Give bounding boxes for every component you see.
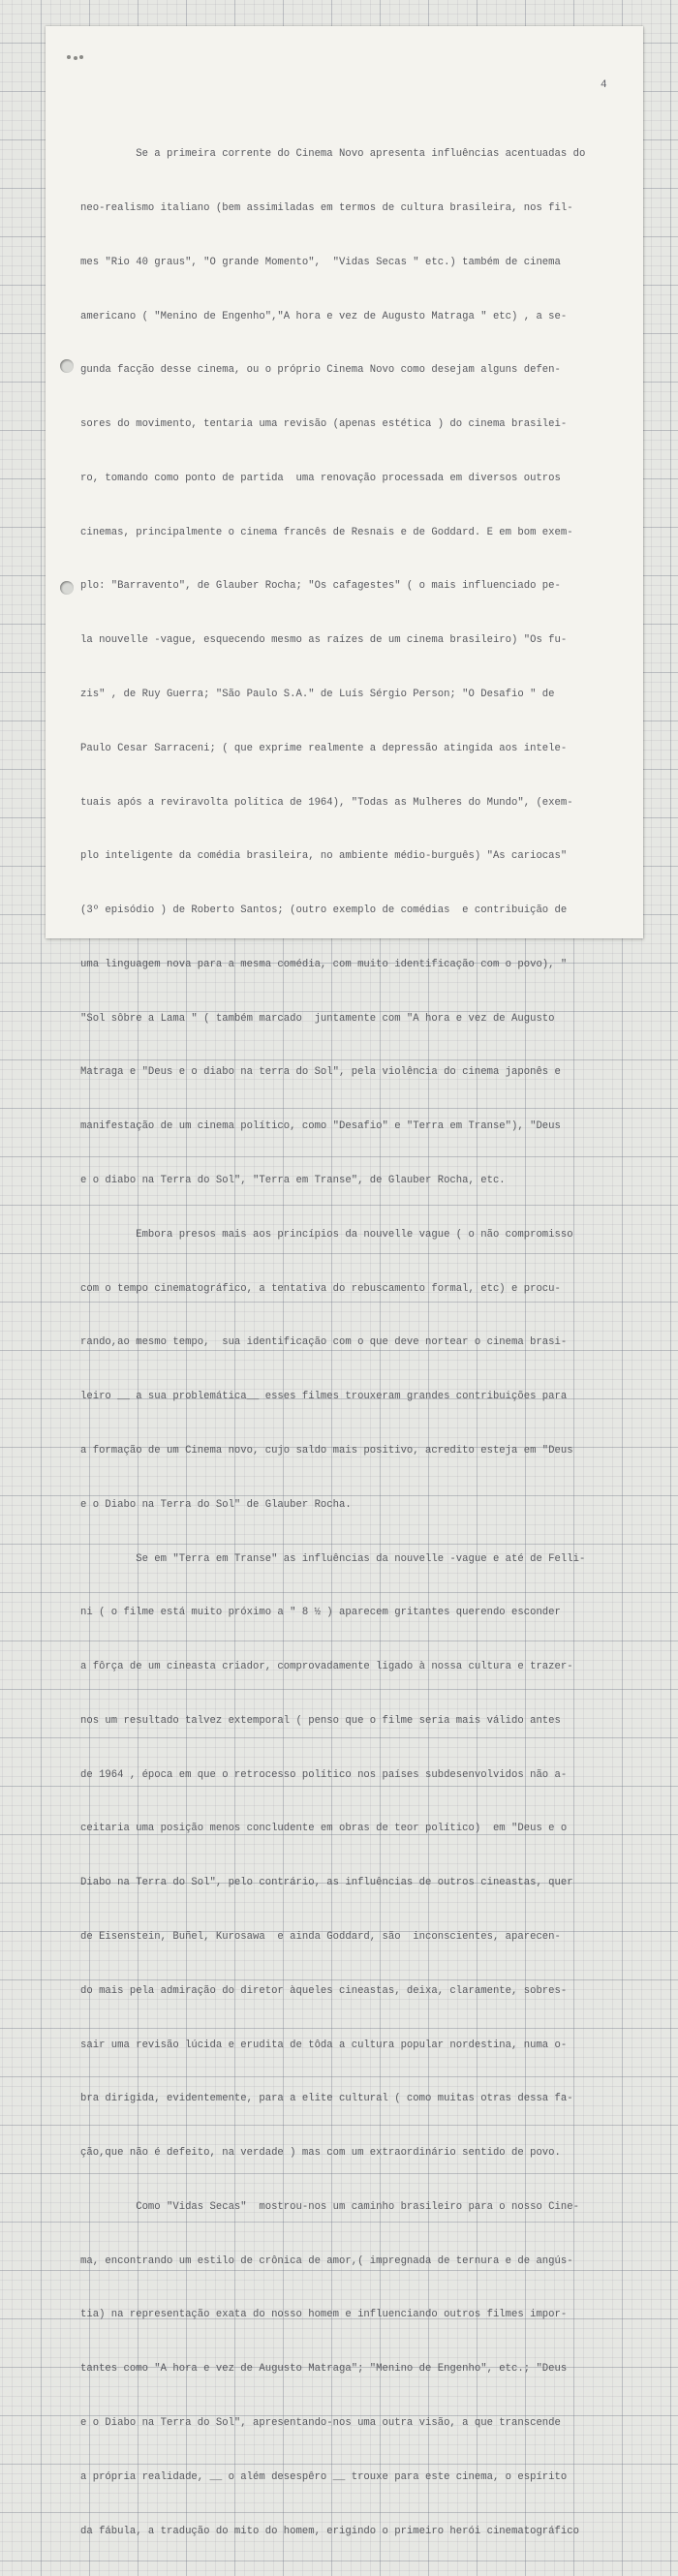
pencil-mark bbox=[67, 55, 84, 59]
text-line: americano ( "Menino de Engenho","A hora e vez de Augusto Matraga " etc) , a se- bbox=[80, 310, 568, 322]
text-line: uma linguagem nova para a mesma comédia, com muito identificação com o povo), " bbox=[80, 958, 568, 970]
text-line: a própria realidade, __ o além desespêro __ trouxe para este cinema, o espírito bbox=[80, 2470, 568, 2483]
text-line: da fábula, a tradução do mito do homem, erigindo o primeiro herói cinematográfico bbox=[80, 2525, 579, 2537]
page-number: 4 bbox=[601, 79, 607, 91]
text-line: de 1964 , época em que o retrocesso político nos países subdesenvolvidos não a- bbox=[80, 1768, 568, 1781]
text-line: "Sol sôbre a Lama " ( também marcado juntamente com "A hora e vez de Augusto bbox=[80, 1012, 555, 1025]
text-line: leiro __ a sua problemática__ esses filmes trouxeram grandes contribuições para bbox=[80, 1391, 568, 1403]
punch-hole-icon bbox=[60, 359, 74, 373]
text-line: plo: "Barravento", de Glauber Rocha; "Os cafagestes" ( o mais influenciado pe- bbox=[80, 580, 561, 593]
text-line: tantes como "A hora e vez de Augusto Matraga"; "Menino de Engenho", etc.; "Deus bbox=[80, 2363, 568, 2376]
text-line: plo inteligente da comédia brasileira, no ambiente médio-burguês) "As cariocas" bbox=[80, 850, 568, 863]
text-line: e o Diabo na Terra do Sol" de Glauber Rocha. bbox=[80, 1498, 352, 1511]
text-line: a fôrça de um cineasta criador, comprovadamente ligado à nossa cultura e trazer- bbox=[80, 1661, 573, 1673]
text-line: Paulo Cesar Sarraceni; ( que exprime realmente a depressão atingida aos intele- bbox=[80, 742, 568, 754]
text-line: neo-realismo italiano (bem assimiladas em termos de cultura brasileira, nos fil- bbox=[80, 201, 573, 214]
text-line: sores do movimento, tentaria uma revisão (apenas estética ) do cinema brasilei- bbox=[80, 418, 568, 431]
text-line: e o diabo na Terra do Sol", "Terra em Transe", de Glauber Rocha, etc. bbox=[80, 1175, 506, 1187]
text-line: do mais pela admiração do diretor àqueles cineastas, deixa, claramente, sobres- bbox=[80, 1984, 568, 1997]
text-line: Embora presos mais aos princípios da nouvelle vague ( o não compromisso bbox=[80, 1228, 573, 1241]
text-line: nos um resultado talvez extemporal ( penso que o filme seria mais válido antes bbox=[80, 1714, 561, 1727]
text-line: Diabo na Terra do Sol", pelo contrário, as influências de outros cineastas, quer bbox=[80, 1877, 573, 1889]
text-line: (3º episódio ) de Roberto Santos; (outro exemplo de comédias e contribuição de bbox=[80, 905, 568, 917]
text-line: Se em "Terra em Transe" as influências da nouvelle -vague e até de Felli- bbox=[80, 1552, 586, 1565]
text-line: de Eisenstein, Buñel, Kurosawa e ainda Goddard, são inconscientes, aparecen- bbox=[80, 1930, 561, 1943]
text-line: a formação de um Cinema novo, cujo saldo mais positivo, acredito esteja em "Deus bbox=[80, 1444, 573, 1457]
text-line: mes "Rio 40 graus", "O grande Momento", "Vidas Secas " etc.) também de cinema bbox=[80, 256, 561, 268]
text-line: manifestação de um cinema político, como "Desafio" e "Terra em Transe"), "Deus bbox=[80, 1120, 561, 1133]
text-line: ceitaria uma posição menos concludente em obras de teor político) em "Deus e o bbox=[80, 1823, 568, 1835]
text-line: Como "Vidas Secas" mostrou-nos um caminho brasileiro para o nosso Cine- bbox=[80, 2200, 579, 2213]
text-line: gunda facção desse cinema, ou o próprio Cinema Novo como desejam alguns defen- bbox=[80, 364, 561, 377]
text-line: ma, encontrando um estilo de crônica de amor,( impregnada de ternura e de angús- bbox=[80, 2254, 573, 2267]
text-line: Se a primeira corrente do Cinema Novo apresenta influências acentuadas do bbox=[80, 148, 586, 161]
text-line: ro, tomando como ponto de partida uma renovação processada em diversos outros bbox=[80, 472, 561, 484]
document-page bbox=[46, 26, 643, 2537]
text-line: ni ( o filme está muito próximo a " 8 ½ ) aparecem gritantes querendo esconder bbox=[80, 1607, 561, 1619]
text-line: Matraga e "Deus e o diabo na terra do Sol", pela violência do cinema japonês e bbox=[80, 1066, 561, 1079]
text-line: com o tempo cinematográfico, a tentativa do rebuscamento formal, etc) e procu- bbox=[80, 1282, 561, 1295]
punch-hole-icon bbox=[60, 581, 74, 595]
text-line: tia) na representação exata do nosso homem e influenciando outros filmes impor- bbox=[80, 2309, 568, 2321]
text-line: tuais após a reviravolta política de 1964), "Todas as Mulheres do Mundo", (exem- bbox=[80, 796, 573, 809]
text-line: cinemas, principalmente o cinema francês de Resnais e de Goddard. E em bom exem- bbox=[80, 526, 573, 538]
text-line: ção,que não é defeito, na verdade ) mas com um extraordinário sentido de povo. bbox=[80, 2147, 561, 2160]
text-line: bra dirigida, evidentemente, para a elite cultural ( como muitas otras dessa fa- bbox=[80, 2093, 573, 2105]
text-line: sair uma revisão lúcida e erudita de tôda a cultura popular nordestina, numa o- bbox=[80, 2039, 568, 2051]
text-line: e o Diabo na Terra do Sol", apresentando-nos uma outra visão, a que transcende bbox=[80, 2417, 561, 2429]
typed-text-body bbox=[80, 109, 642, 2576]
text-line: rando,ao mesmo tempo, sua identificação com o que deve nortear o cinema brasi- bbox=[80, 1336, 568, 1349]
text-line: la nouvelle -vague, esquecendo mesmo as raízes de um cinema brasileiro) "Os fu- bbox=[80, 634, 568, 647]
text-line: zis" , de Ruy Guerra; "São Paulo S.A." de Luís Sérgio Person; "O Desafio " de bbox=[80, 689, 555, 700]
